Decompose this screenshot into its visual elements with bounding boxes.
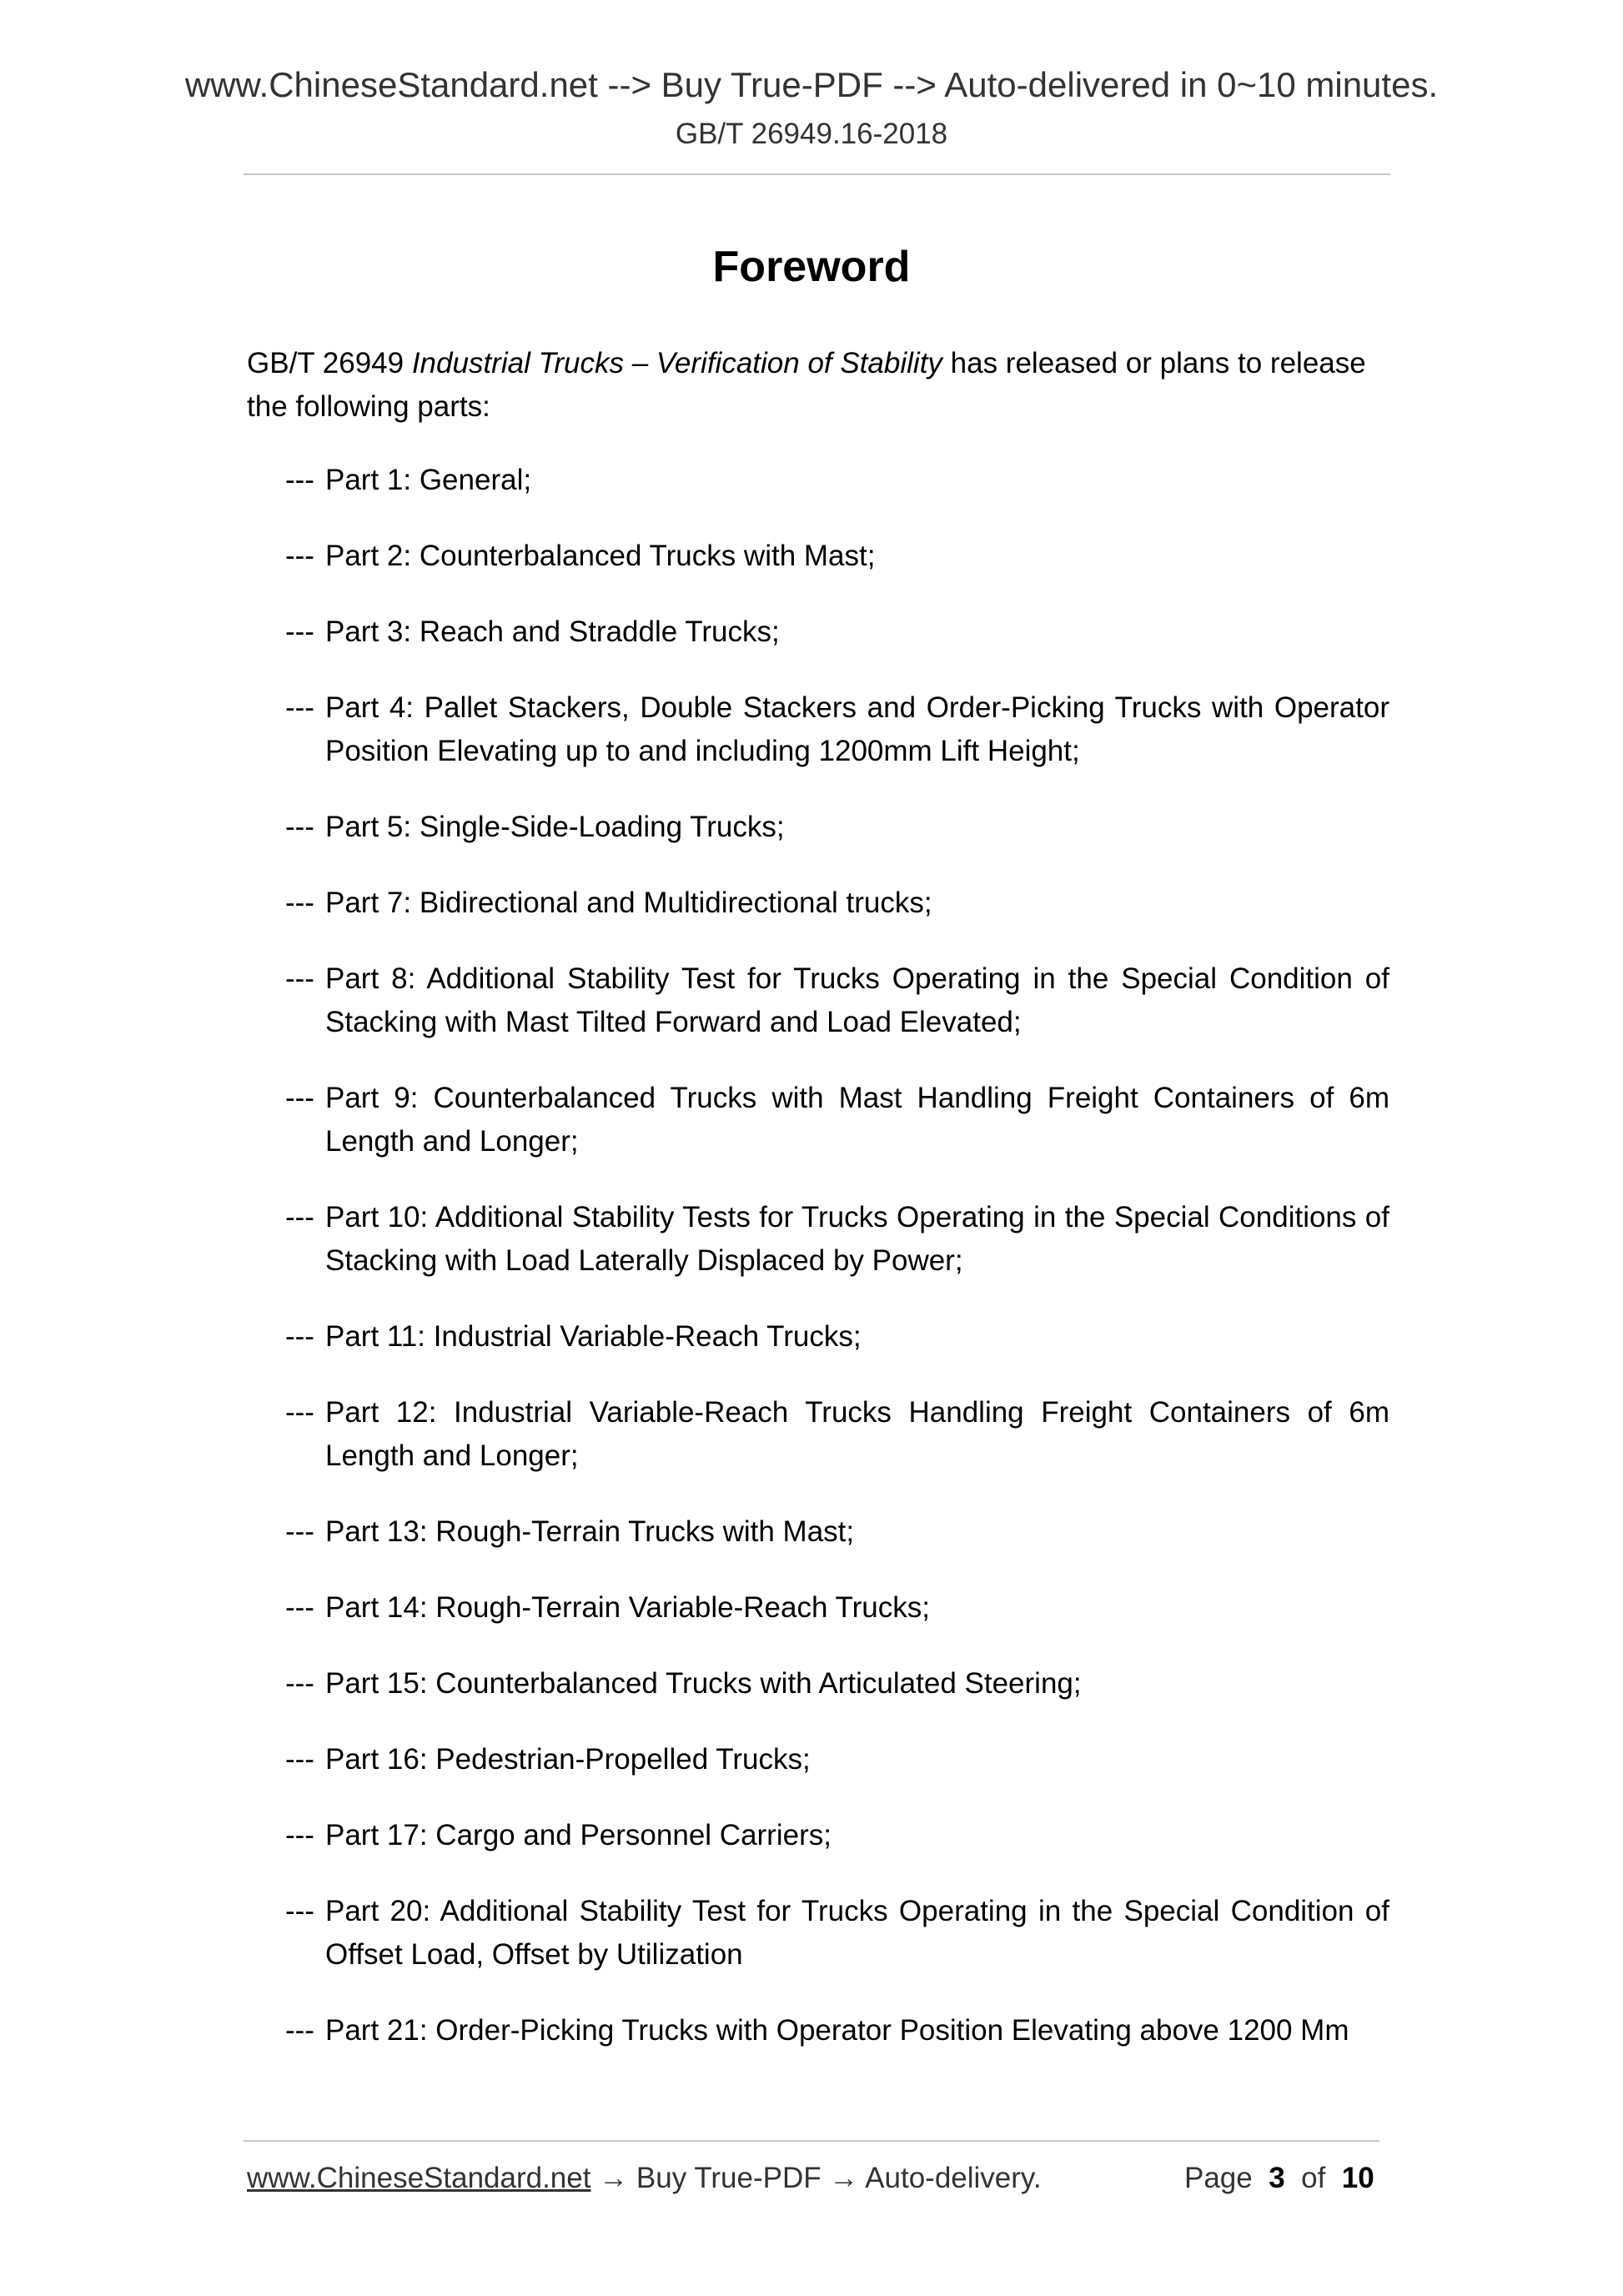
list-dash: --- — [285, 2014, 314, 2047]
list-item — [285, 1077, 1389, 1163]
list-dash: --- — [285, 1320, 314, 1353]
list-item-text: Part 20: Additional Stability Test for Trucks Operating in the Special Condition of Offset Load, Offset by Utilization — [325, 1895, 1389, 1971]
list-dash: --- — [285, 1396, 314, 1429]
list-item-text: Part 17: Cargo and Personnel Carriers; — [325, 1819, 832, 1851]
header-banner: www.ChineseStandard.net --> Buy True-PDF --> Auto-delivered in 0~10 minutes. — [184, 65, 1439, 104]
list-dash: --- — [285, 887, 314, 919]
list-item-text: Part 11: Industrial Variable-Reach Trucks; — [325, 1320, 862, 1353]
intro-paragraph — [247, 342, 1389, 429]
list-dash: --- — [285, 691, 314, 724]
list-item — [285, 1890, 1389, 1977]
footer-site-link[interactable]: www.ChineseStandard.net — [247, 2162, 591, 2194]
parts-list — [285, 459, 1389, 2085]
list-item — [285, 1738, 1389, 1781]
list-item — [285, 459, 1389, 502]
list-item — [285, 1586, 1389, 1630]
list-item — [285, 1510, 1389, 1554]
page-total: 10 — [1341, 2162, 1374, 2194]
page-of: of — [1301, 2162, 1326, 2194]
footer-divider — [244, 2140, 1379, 2142]
list-dash: --- — [285, 962, 314, 995]
page-number — [1184, 2162, 1374, 2195]
list-dash: --- — [285, 1667, 314, 1700]
list-item-text: Part 8: Additional Stability Test for Trucks Operating in the Special Condition of Stacking with Mast Tilted Forward and Load Elevated; — [325, 962, 1389, 1038]
list-dash: --- — [285, 1743, 314, 1776]
list-item-text: Part 1: General; — [325, 464, 532, 496]
list-item-text: Part 21: Order-Picking Trucks with Operator Position Elevating above 1200 Mm — [325, 2014, 1349, 2047]
page-label: Page — [1184, 2162, 1253, 2194]
list-item-text: Part 16: Pedestrian-Propelled Trucks; — [325, 1743, 811, 1776]
list-item-text: Part 2: Counterbalanced Trucks with Mast; — [325, 540, 876, 572]
list-item — [285, 1662, 1389, 1706]
list-dash: --- — [285, 464, 314, 496]
list-item — [285, 535, 1389, 578]
intro-suffix: has released or plans to release the following parts: — [247, 347, 1366, 423]
list-item-text: Part 9: Counterbalanced Trucks with Mast Handling Freight Containers of 6m Length and Longer; — [325, 1082, 1389, 1158]
page-current: 3 — [1269, 2162, 1285, 2194]
list-dash: --- — [285, 1082, 314, 1114]
list-dash: --- — [285, 615, 314, 648]
list-item — [285, 610, 1389, 654]
list-item-text: Part 4: Pallet Stackers, Double Stackers and Order-Picking Trucks with Operator Position Elevating up to and including 1200mm Lift Height; — [325, 691, 1389, 767]
page-title: Foreword — [712, 243, 911, 291]
list-item-text: Part 10: Additional Stability Tests for Trucks Operating in the Special Conditions of Stacking with Load Laterally Displaced by Power; — [325, 1201, 1389, 1277]
list-dash: --- — [285, 1515, 314, 1548]
header-divider — [244, 173, 1390, 175]
list-item — [285, 806, 1389, 849]
series-title: Industrial Trucks – Verification of Stability — [411, 347, 942, 379]
footer-left — [247, 2162, 1042, 2195]
list-item — [285, 1196, 1389, 1283]
list-item — [285, 882, 1389, 925]
list-item — [285, 1315, 1389, 1359]
intro-prefix: GB/T 26949 — [247, 347, 412, 379]
list-item — [285, 2009, 1389, 2052]
list-item-text: Part 5: Single-Side-Loading Trucks; — [325, 811, 785, 843]
list-item-text: Part 7: Bidirectional and Multidirectional trucks; — [325, 887, 932, 919]
list-dash: --- — [285, 1895, 314, 1927]
footer-tagline: → Buy True-PDF → Auto-delivery. — [590, 2162, 1042, 2194]
list-item-text: Part 15: Counterbalanced Trucks with Articulated Steering; — [325, 1667, 1082, 1700]
list-item — [285, 957, 1389, 1044]
list-dash: --- — [285, 540, 314, 572]
list-dash: --- — [285, 1819, 314, 1851]
list-item — [285, 686, 1389, 773]
list-item-text: Part 12: Industrial Variable-Reach Trucks Handling Freight Containers of 6m Length and Longer; — [325, 1396, 1389, 1472]
list-dash: --- — [285, 811, 314, 843]
list-item-text: Part 3: Reach and Straddle Trucks; — [325, 615, 780, 648]
list-item-text: Part 13: Rough-Terrain Trucks with Mast; — [325, 1515, 855, 1548]
list-item-text: Part 14: Rough-Terrain Variable-Reach Trucks; — [325, 1591, 930, 1624]
list-dash: --- — [285, 1591, 314, 1624]
standard-code: GB/T 26949.16-2018 — [675, 118, 948, 150]
list-dash: --- — [285, 1201, 314, 1233]
list-item — [285, 1814, 1389, 1857]
list-item — [285, 1391, 1389, 1478]
